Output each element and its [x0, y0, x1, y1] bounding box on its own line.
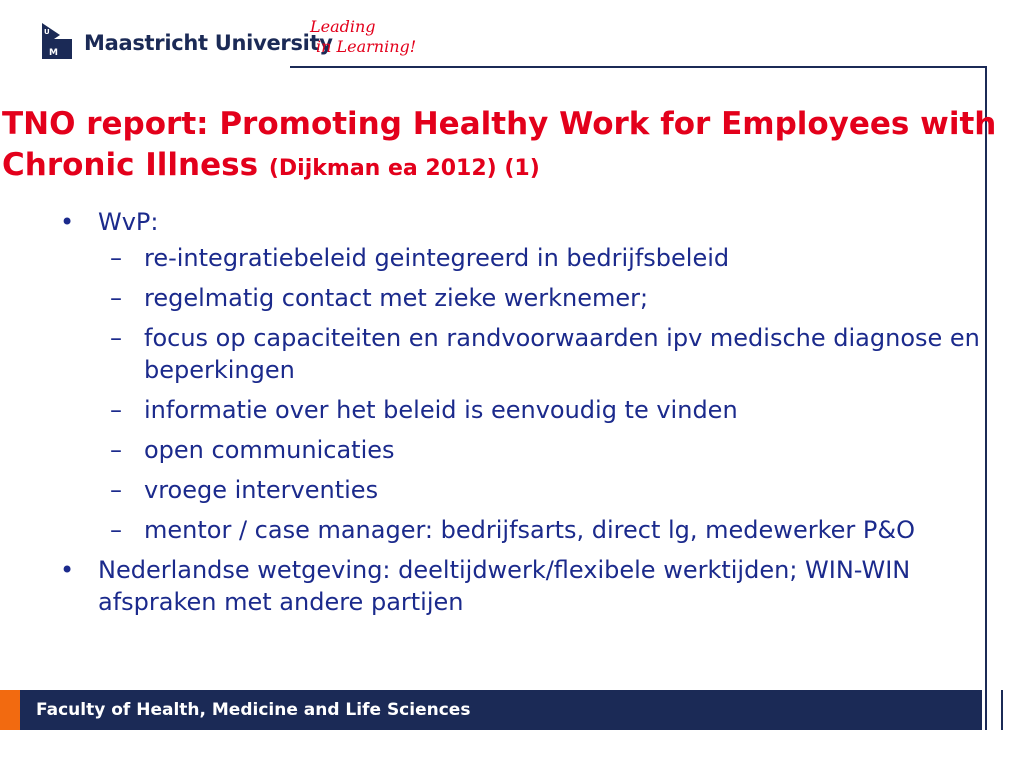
sub-bullet-item	[56, 474, 1016, 506]
sub-bullet-text: focus op capaciteiten en randvoorwaarden ipv medische diagnose en beperkingen	[144, 324, 980, 384]
sub-bullet-symbol: –	[110, 284, 122, 312]
frame-right-line-2	[1001, 690, 1003, 730]
slide-title	[2, 104, 1012, 189]
tagline-line1: Leading	[310, 17, 376, 36]
footer-accent-bar	[0, 690, 20, 730]
sub-bullet-text: vroege interventies	[144, 476, 379, 504]
footer-faculty-name: Faculty of Health, Medicine and Life Sciences	[36, 700, 471, 720]
university-name: Maastricht University	[84, 31, 333, 55]
sub-bullet-text: regelmatig contact met zieke werknemer;	[144, 284, 649, 312]
sub-bullet-item	[56, 394, 1016, 426]
sub-bullet-text: open communicaties	[144, 436, 395, 464]
bullet-text: WvP:	[98, 208, 159, 236]
bullet-item	[56, 554, 1016, 618]
university-logo	[40, 20, 333, 62]
tagline-line2: in Learning!	[316, 37, 417, 56]
slide-title-reference: (Dijkman ea 2012) (1)	[268, 156, 540, 181]
sub-bullet-text: mentor / case manager: bedrijfsarts, direct lg, medewerker P&O	[144, 516, 915, 544]
sub-bullet-item	[56, 322, 1016, 386]
sub-bullet-item	[56, 282, 1016, 314]
sub-bullet-item	[56, 434, 1016, 466]
sub-bullet-text: re-integratiebeleid geintegreerd in bedrijfsbeleid	[144, 244, 730, 272]
tagline-logo	[308, 14, 418, 58]
bullet-symbol: •	[60, 208, 75, 236]
slide-title-main: TNO report: Promoting Healthy Work for Employees with Chronic Illness	[2, 106, 997, 183]
sub-bullet-symbol: –	[110, 436, 122, 464]
frame-top-line	[290, 66, 986, 68]
slide-content	[56, 206, 1016, 622]
bullet-text: Nederlandse wetgeving: deeltijdwerk/flexibele werktijden; WIN-WIN afspraken met andere partijen	[98, 556, 911, 616]
sub-bullet-symbol: –	[110, 396, 122, 424]
bullet-symbol: •	[60, 556, 75, 584]
sub-bullet-symbol: –	[110, 324, 122, 352]
svg-text:U: U	[44, 28, 50, 36]
sub-bullet-symbol: –	[110, 516, 122, 544]
sub-bullet-item	[56, 242, 1016, 274]
um-logo-icon	[40, 21, 74, 61]
sub-bullet-item	[56, 514, 1016, 546]
svg-text:M: M	[49, 48, 58, 58]
footer-bar	[20, 690, 982, 730]
sub-bullet-symbol: –	[110, 476, 122, 504]
bullet-item	[56, 206, 1016, 238]
sub-bullet-text: informatie over het beleid is eenvoudig te vinden	[144, 396, 738, 424]
sub-bullet-symbol: –	[110, 244, 122, 272]
